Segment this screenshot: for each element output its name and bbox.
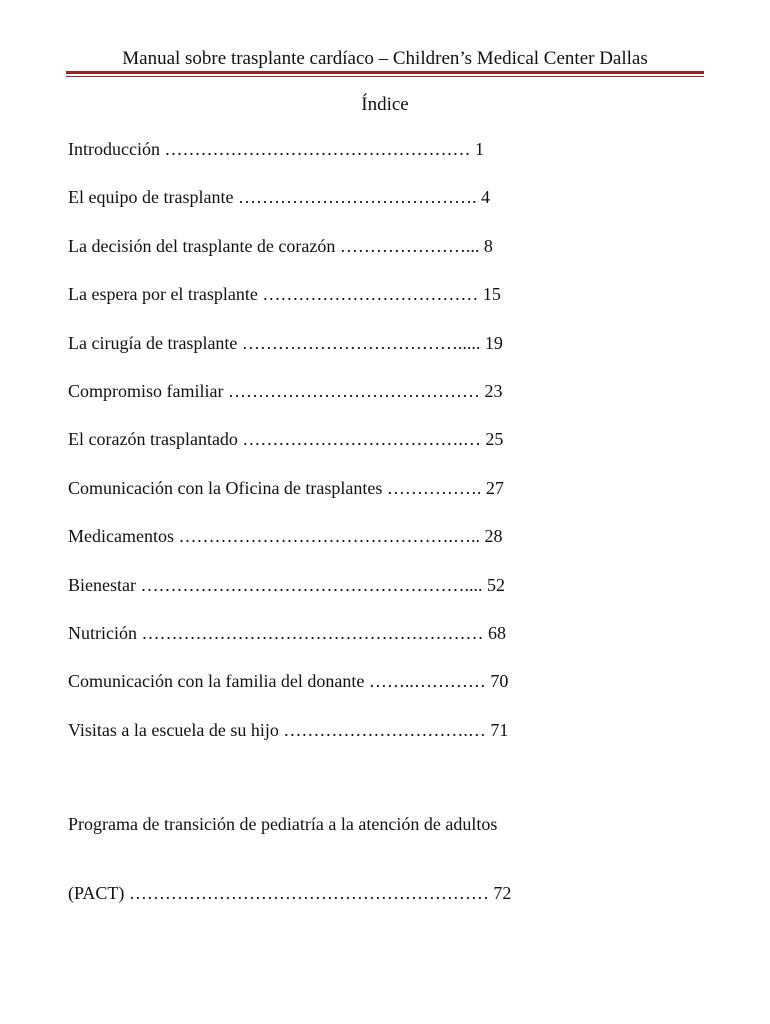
toc-entry-medicamentos: Medicamentos ……………………………………….….. 28 [68,526,503,547]
toc-entry-programa-transicion [68,767,708,951]
toc-entry-programa-transicion-line1: Programa de transición de pediatría a la atención de adultos [68,814,498,835]
header-rule-thick [66,71,704,74]
toc-entry-bienestar: Bienestar ……………………………………………….... 52 [68,574,505,595]
toc-entry-comunicacion-familia-donante: Comunicación con la familia del donante ……..………… 70 [68,671,509,692]
toc-entry-equipo-de-trasplante: El equipo de trasplante …………………………………. 4 [68,187,490,208]
running-header: Manual sobre trasplante cardíaco – Children’s Medical Center Dallas [122,48,648,69]
toc-entry-nutricion: Nutrición ………………………………………………… 68 [68,622,506,643]
toc-entry-compromiso-familiar: Compromiso familiar …………………………………… 23 [68,380,503,401]
toc-entry-programa-transicion-line2: (PACT) …………………………………………………… 72 [68,883,512,904]
toc-entry-comunicacion-oficina: Comunicación con la Oficina de trasplantes ……………. 27 [68,477,504,498]
table-of-contents [68,138,708,951]
toc-entry-corazon-trasplantado: El corazón trasplantado ……………………………….… 25 [68,429,504,450]
toc-entry-introduccion: Introducción …………………………………………… 1 [68,139,484,159]
toc-entry-visitas-escuela: Visitas a la escuela de su hijo ………………………….… 71 [68,719,509,740]
header-rule-thin [66,76,704,77]
toc-entry-cirugia-de-trasplante: La cirugía de trasplante ………………………………..... 19 [68,332,503,353]
toc-entry-espera-por-el-trasplante: La espera por el trasplante ……………………………… 15 [68,284,501,305]
toc-title: Índice [361,94,409,115]
toc-entry-decision-del-trasplante: La decisión del trasplante de corazón …………………... 8 [68,235,493,256]
